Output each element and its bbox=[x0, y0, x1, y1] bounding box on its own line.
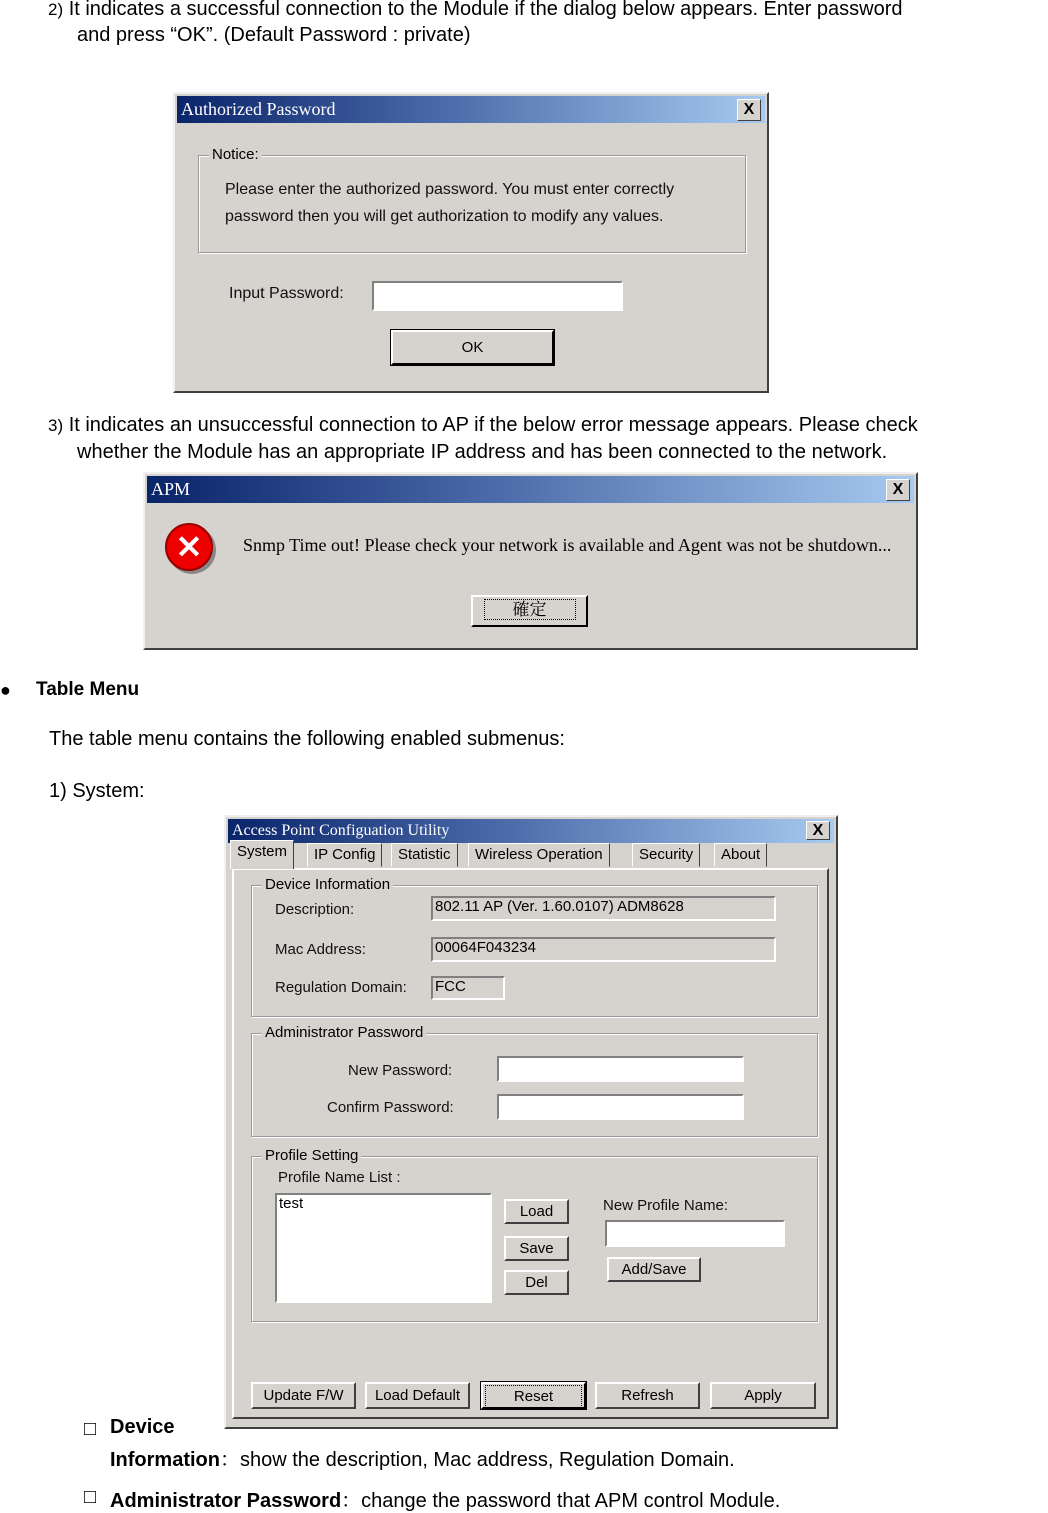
dialog-title-bar bbox=[177, 96, 765, 123]
step2-line2: and press “OK”. (Default Password : private) bbox=[77, 24, 471, 46]
apply-button[interactable]: Apply bbox=[710, 1382, 816, 1409]
group-legend: Profile Setting bbox=[262, 1147, 361, 1164]
section-heading: Table Menu bbox=[36, 679, 140, 700]
list-item[interactable]: test bbox=[279, 1195, 304, 1212]
group-legend: Administrator Password bbox=[262, 1024, 426, 1041]
ok-button[interactable]: OK bbox=[391, 330, 554, 365]
note-text: ：change the password that APM control Module. bbox=[341, 1490, 781, 1512]
confirm-button[interactable] bbox=[471, 595, 588, 627]
notice-text: Please enter the authorized password. You must enter correctly bbox=[225, 181, 675, 198]
input-password-field[interactable] bbox=[372, 281, 623, 311]
new-profile-name-input[interactable] bbox=[605, 1220, 785, 1247]
close-icon[interactable]: X bbox=[886, 479, 910, 501]
confirm-label: 確定 bbox=[484, 599, 576, 620]
step-number: 3) bbox=[48, 416, 64, 435]
tab-ip-config[interactable]: IP Config bbox=[307, 843, 382, 867]
description-label: Description: bbox=[275, 901, 355, 918]
note-text: ：show the description, Mac address, Regulation Domain. bbox=[220, 1449, 735, 1471]
reset-button[interactable] bbox=[481, 1382, 586, 1409]
note-title: Information bbox=[110, 1449, 220, 1471]
mac-address-field[interactable]: 00064F043234 bbox=[431, 937, 776, 962]
tab-wireless-operation[interactable]: Wireless Operation bbox=[468, 843, 610, 867]
step3-line1 bbox=[48, 414, 918, 437]
error-icon: ✕ bbox=[165, 523, 213, 571]
new-password-input[interactable] bbox=[497, 1056, 744, 1082]
notice-text: password then you will get authorization to modify any values. bbox=[225, 208, 664, 225]
dialog-title: Authorized Password bbox=[181, 99, 336, 119]
window-title-bar bbox=[228, 819, 834, 843]
load-default-button[interactable]: Load Default bbox=[365, 1382, 470, 1409]
subsection-heading: 1) System: bbox=[49, 780, 145, 802]
bullet-icon: ● bbox=[0, 680, 11, 700]
dialog-title-bar bbox=[147, 476, 914, 503]
regulation-domain-field[interactable]: FCC bbox=[431, 976, 505, 1000]
profile-list-label: Profile Name List : bbox=[278, 1169, 401, 1186]
group-legend: Device Information bbox=[262, 876, 393, 893]
close-icon[interactable]: X bbox=[737, 99, 761, 121]
load-button[interactable]: Load bbox=[504, 1199, 569, 1224]
step-number: 2) bbox=[48, 0, 64, 19]
note-title: Administrator Password bbox=[110, 1490, 342, 1512]
tab-statistic[interactable]: Statistic bbox=[391, 843, 458, 867]
step-text: It indicates a successful connection to the Module if the dialog below appears. Enter password bbox=[68, 0, 903, 20]
window-title: Access Point Configuation Utility bbox=[232, 822, 450, 839]
save-button[interactable]: Save bbox=[504, 1236, 569, 1261]
note-device-information bbox=[110, 1443, 735, 1472]
reset-label: Reset bbox=[485, 1385, 582, 1408]
confirm-password-label: Confirm Password: bbox=[327, 1099, 454, 1116]
error-message: Snmp Time out! Please check your network is available and Agent was not be shutdown... bbox=[243, 535, 892, 555]
administrator-password-group bbox=[251, 1024, 818, 1137]
note-title: Device bbox=[110, 1416, 175, 1438]
add-save-button[interactable]: Add/Save bbox=[607, 1257, 701, 1282]
notice-group bbox=[198, 146, 746, 253]
description-field[interactable]: 802.11 AP (Ver. 1.60.0107) ADM8628 bbox=[431, 896, 776, 921]
delete-button[interactable]: Del bbox=[504, 1270, 569, 1295]
profile-list[interactable] bbox=[275, 1193, 492, 1303]
regulation-domain-label: Regulation Domain: bbox=[275, 979, 407, 996]
checkbox-icon: □ bbox=[84, 1486, 97, 1508]
tab-system[interactable]: System bbox=[230, 840, 294, 869]
mac-address-label: Mac Address: bbox=[275, 941, 366, 958]
step-text: It indicates an unsuccessful connection to AP if the below error message appears. Please check bbox=[68, 414, 918, 436]
dialog-title: APM bbox=[151, 479, 191, 499]
new-profile-name-label: New Profile Name: bbox=[603, 1197, 729, 1214]
section-intro: The table menu contains the following enabled submenus: bbox=[49, 728, 565, 750]
step3-line2: whether the Module has an appropriate IP address and has been connected to the network. bbox=[77, 441, 888, 463]
tab-about[interactable]: About bbox=[714, 843, 767, 867]
update-firmware-button[interactable]: Update F/W bbox=[251, 1382, 356, 1409]
input-password-label: Input Password: bbox=[229, 285, 344, 302]
confirm-password-input[interactable] bbox=[497, 1094, 744, 1120]
close-icon[interactable]: X bbox=[806, 821, 830, 840]
new-password-label: New Password: bbox=[348, 1062, 453, 1079]
step2-line1 bbox=[48, 0, 903, 21]
checkbox-icon: □ bbox=[84, 1418, 97, 1440]
refresh-button[interactable]: Refresh bbox=[595, 1382, 700, 1409]
notice-legend: Notice: bbox=[209, 146, 262, 163]
tab-security[interactable]: Security bbox=[632, 843, 700, 867]
